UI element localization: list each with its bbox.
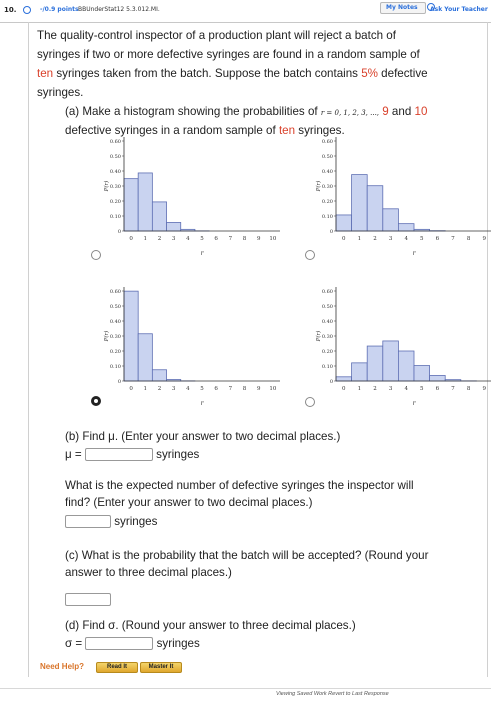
histogram-bar [336,377,352,381]
x-tick-label: 2 [158,386,162,392]
part-c [65,547,485,608]
histogram-option-2 [312,133,491,258]
y-tick-label: 0.40 [110,169,121,175]
y-axis-label: P(r) [103,181,110,193]
question-line-3-end: defective [378,67,428,80]
histogram-bar [352,175,368,231]
y-tick-label: 0.60 [322,139,333,145]
sigma-input[interactable] [85,637,153,650]
x-tick-label: 9 [482,236,486,242]
histogram-bar [152,370,166,381]
histogram-bar [383,209,399,231]
part-b [65,428,485,463]
mu-input[interactable] [85,448,153,461]
question-line-3 [37,64,477,83]
x-tick-label: 6 [214,386,218,392]
histogram-bar [352,363,368,381]
x-tick-label: 0 [342,236,346,242]
choice-radio-4[interactable] [305,397,315,407]
x-tick-label: 2 [373,236,377,242]
y-tick-label: 0.60 [110,139,121,145]
probability-input[interactable] [65,593,111,606]
need-help-label: Need Help? [40,662,84,671]
part-b-text: (b) Find μ. (Enter your answer to two decimal places.) [65,428,485,445]
part-a-math: r = 0, 1, 2, 3, ..., [321,109,379,117]
expected-text-2: find? (Enter your answer to two decimal places.) [65,494,485,511]
part-b-expected [65,477,485,530]
x-tick-label: 2 [373,386,377,392]
x-tick-label: 9 [257,236,261,242]
expected-input[interactable] [65,515,111,528]
y-tick-label: 0 [118,229,121,235]
histogram-option-3 [100,283,300,408]
question-line-1: The quality-control inspector of a production plant will reject a batch of [37,26,477,45]
expected-unit: syringes [114,515,157,528]
y-tick-label: 0 [330,379,333,385]
sigma-unit: syringes [157,637,200,650]
y-tick-label: 0.40 [110,319,121,325]
histogram-bar [152,202,166,231]
source-id: BBUnderStat12 5.3.012.MI. [78,6,160,13]
y-tick-label: 0.30 [110,334,121,340]
part-c-text-2: answer to three decimal places.) [65,564,485,581]
part-a-sample-size: ten [279,124,295,137]
histogram-bar [167,222,181,231]
x-tick-label: 8 [243,236,247,242]
y-tick-label: 0.10 [110,214,121,220]
y-tick-label: 0.10 [322,214,333,220]
x-tick-label: 1 [358,386,362,392]
x-tick-label: 3 [172,386,176,392]
expected-text-1: What is the expected number of defective syringes the inspector will [65,477,485,494]
part-a-nine: 9 [379,105,389,118]
x-tick-label: 7 [229,236,233,242]
x-tick-label: 3 [172,236,176,242]
histogram-option-3-container [100,283,300,413]
y-tick-label: 0 [118,379,121,385]
y-tick-label: 0.20 [322,349,333,355]
x-tick-label: 5 [200,386,204,392]
histogram-option-2-container [312,133,491,263]
histogram-bar [336,215,352,231]
y-tick-label: 0.20 [322,199,333,205]
part-a-text-2: defective syringes in a random sample of [65,124,279,137]
choice-radio-2[interactable] [305,250,315,260]
x-tick-label: 7 [451,236,455,242]
x-tick-label: 1 [144,386,148,392]
x-tick-label: 3 [389,386,393,392]
question-line-2: syringes if two or more defective syringes are found in a random sample of [37,45,477,64]
ask-teacher-link[interactable]: Ask Your Teacher [430,6,488,13]
part-a-and: and [389,105,415,118]
y-tick-label: 0.50 [110,304,121,310]
x-tick-label: 4 [186,386,190,392]
question-line-4: syringes. [37,83,477,102]
part-c-text-1: (c) What is the probability that the batch will be accepted? (Round your [65,547,485,564]
question-text [37,26,477,102]
histogram-option-4-container [312,283,491,413]
histogram-bar [383,341,399,381]
points-status-icon [23,6,31,14]
question-number: 10. [4,6,16,14]
histogram-bar [398,351,414,381]
x-tick-label: 5 [200,236,204,242]
x-tick-label: 0 [129,386,133,392]
y-tick-label: 0.50 [322,304,333,310]
x-tick-label: 6 [214,236,218,242]
part-a-text-3: syringes. [295,124,345,137]
master-it-button[interactable]: Master It [140,662,182,673]
x-tick-label: 10 [269,236,276,242]
part-d [65,617,485,652]
x-tick-label: 3 [389,236,393,242]
histogram-option-4 [312,283,491,408]
y-tick-label: 0.60 [322,289,333,295]
mu-unit: syringes [156,448,199,461]
x-axis-label: r [413,400,417,407]
read-it-button[interactable]: Read It [96,662,138,673]
x-tick-label: 7 [229,386,233,392]
histogram-bar [367,186,383,231]
sigma-label: σ = [65,637,82,650]
y-tick-label: 0.10 [110,364,121,370]
choice-radio-3[interactable] [91,396,101,406]
x-tick-label: 5 [420,386,424,392]
y-tick-label: 0.30 [322,184,333,190]
x-tick-label: 7 [451,386,455,392]
x-axis-label: r [201,250,205,257]
x-tick-label: 4 [404,386,408,392]
y-tick-label: 0.30 [322,334,333,340]
x-tick-label: 0 [129,236,133,242]
mu-label: μ = [65,448,82,461]
choice-radio-1[interactable] [91,250,101,260]
histogram-bar [124,179,138,231]
histogram-bar [138,334,152,381]
histogram-bar [414,366,430,381]
y-tick-label: 0 [330,229,333,235]
x-tick-label: 0 [342,386,346,392]
histogram-bar [367,346,383,381]
y-axis-label: P(r) [315,181,322,193]
points-label: -/0.9 points [40,6,79,13]
x-tick-label: 10 [269,386,276,392]
part-a-text-1: (a) Make a histogram showing the probabilities of [65,105,321,118]
x-tick-label: 4 [404,236,408,242]
y-tick-label: 0.50 [110,154,121,160]
x-tick-label: 9 [257,386,261,392]
y-tick-label: 0.20 [110,199,121,205]
x-tick-label: 8 [467,386,471,392]
x-tick-label: 6 [436,386,440,392]
x-tick-label: 8 [467,236,471,242]
x-tick-label: 1 [144,236,148,242]
x-tick-label: 8 [243,386,247,392]
y-axis-label: P(r) [315,331,322,343]
x-tick-label: 5 [420,236,424,242]
y-tick-label: 0.50 [322,154,333,160]
x-tick-label: 2 [158,236,162,242]
defect-rate: 5% [361,67,378,80]
part-a-ten: 10 [415,105,428,118]
x-tick-label: 1 [358,236,362,242]
y-tick-label: 0.10 [322,364,333,370]
y-axis-label: P(r) [103,331,110,343]
footer-text: Viewing Saved Work Revert to Last Response [276,691,389,697]
y-tick-label: 0.40 [322,169,333,175]
x-tick-label: 4 [186,236,190,242]
x-tick-label: 6 [436,236,440,242]
question-header [0,0,491,23]
part-d-text: (d) Find σ. (Round your answer to three decimal places.) [65,617,485,634]
histogram-bar [430,375,446,381]
histogram-bar [124,291,138,381]
x-axis-label: r [413,250,417,257]
sample-size: ten [37,67,53,80]
x-tick-label: 9 [482,386,486,392]
my-notes-label[interactable]: My Notes [386,4,418,11]
y-tick-label: 0.60 [110,289,121,295]
footer-bar [0,688,491,701]
histogram-bar [138,173,152,231]
histogram-bar [398,224,414,231]
y-tick-label: 0.30 [110,184,121,190]
question-line-3-text: syringes taken from the batch. Suppose the batch contains [53,67,361,80]
y-tick-label: 0.40 [322,319,333,325]
histogram-option-1 [100,133,300,258]
x-axis-label: r [201,400,205,407]
histogram-option-1-container [100,133,300,263]
y-tick-label: 0.20 [110,349,121,355]
